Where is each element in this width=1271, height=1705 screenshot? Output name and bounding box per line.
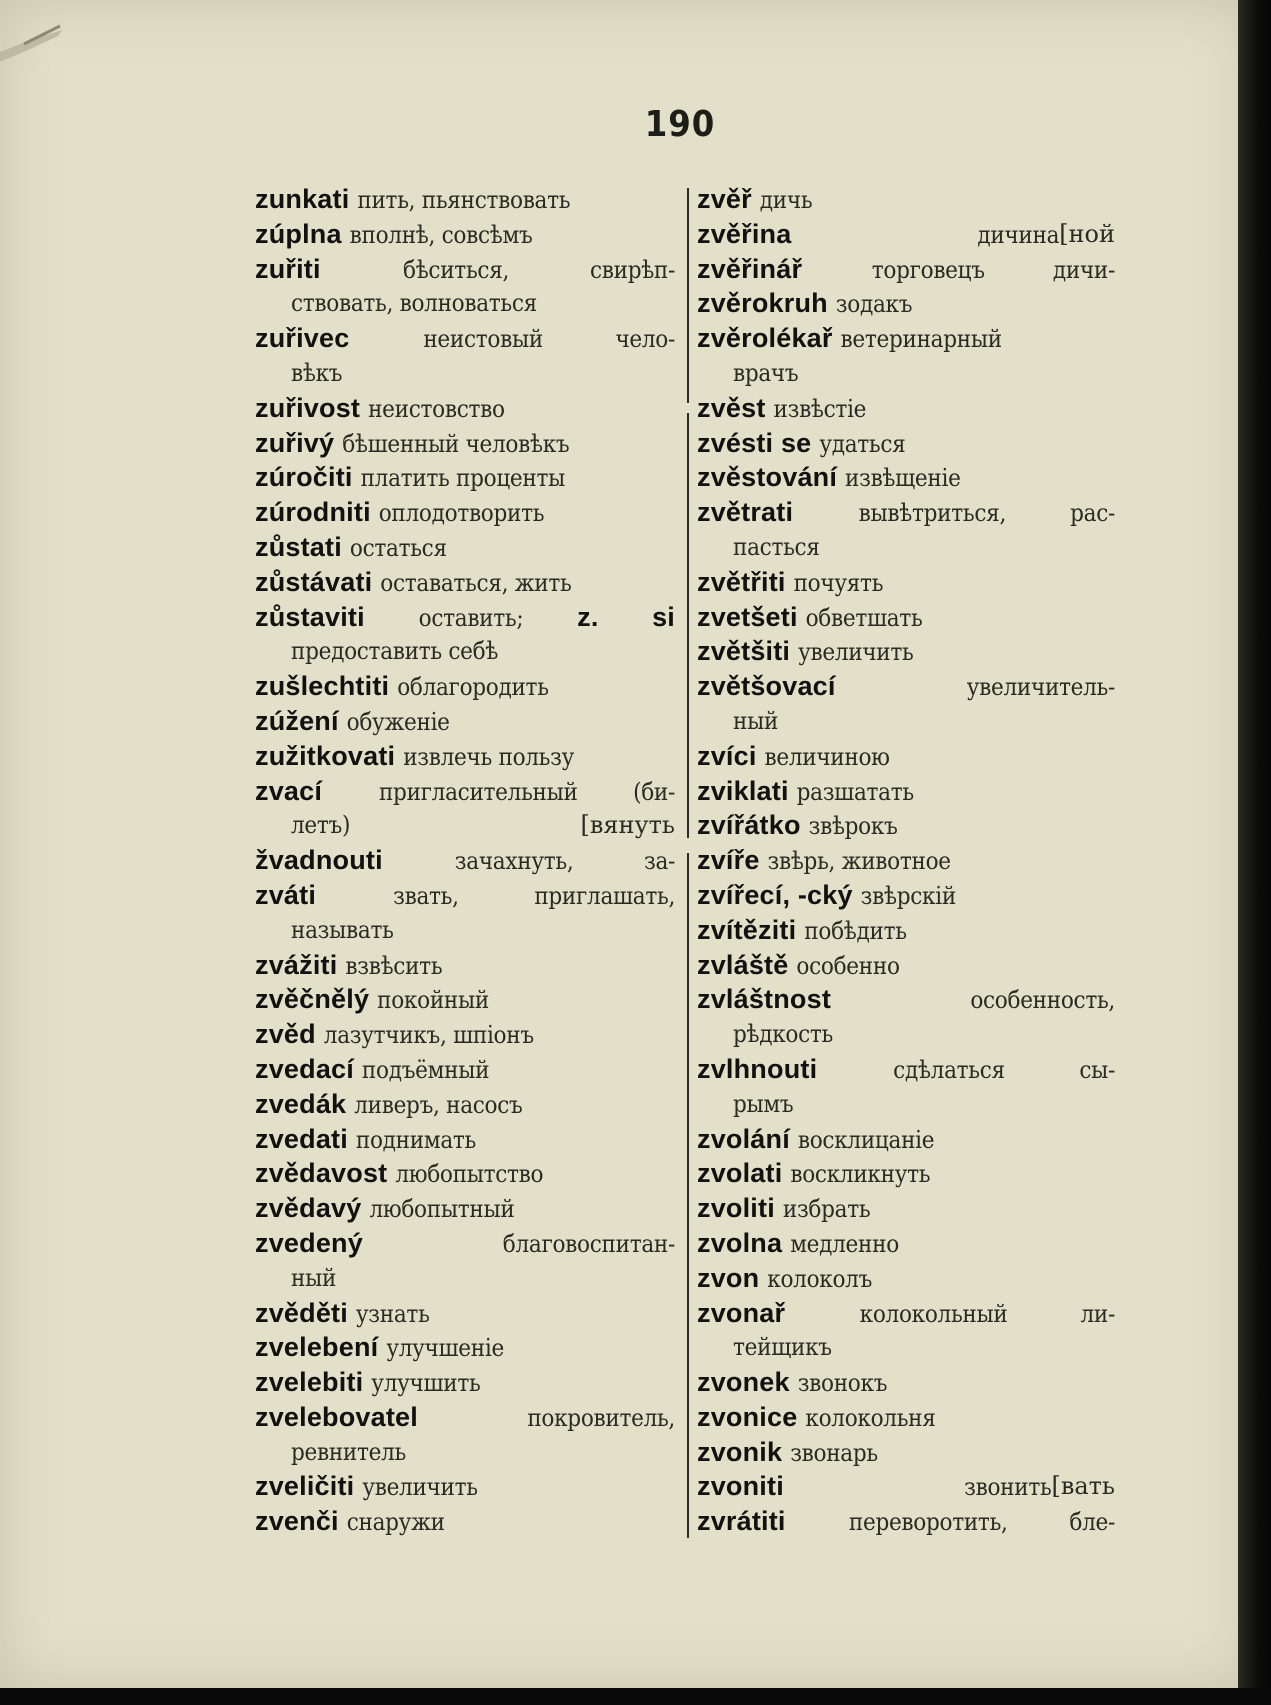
entry-translation: ревнитель xyxy=(291,1437,407,1466)
dictionary-entry xyxy=(697,217,1115,252)
entry-headword: zůstati xyxy=(255,531,342,562)
entry-translation: улучшеніе xyxy=(386,1334,504,1363)
entry-translation: звѣрскій xyxy=(860,881,956,910)
entry-translation: колокольня xyxy=(805,1403,936,1432)
dictionary-entry xyxy=(697,600,1115,635)
entry-headword: zvěř xyxy=(697,184,752,214)
entry-translation: называть xyxy=(291,915,394,944)
entry-translation: ный xyxy=(733,706,779,735)
dictionary-entry xyxy=(697,391,1115,426)
entry-headword: zvolna xyxy=(697,1227,783,1258)
entry-headword: zvedati xyxy=(255,1123,348,1154)
page-number: 190 xyxy=(644,104,716,145)
dictionary-entry xyxy=(697,1504,1115,1539)
dictionary-entry xyxy=(697,321,1115,356)
entry-subheadword: z. si xyxy=(577,601,675,632)
entry-headword: zúplna xyxy=(255,218,342,249)
entry-headword: zvolání xyxy=(697,1123,790,1154)
dictionary-entry xyxy=(255,217,675,252)
entry-translation: особенность, xyxy=(970,986,1115,1015)
entry-headword: zvědavost xyxy=(255,1158,388,1189)
entry-headword: zuřivý xyxy=(255,427,335,458)
entry-translation: зачахнуть, за- xyxy=(454,847,675,876)
entry-translation: лазутчикъ, шпіонъ xyxy=(323,1021,534,1050)
entry-headword: zvelebovatel xyxy=(255,1401,418,1432)
entry-translation: избрать xyxy=(782,1195,871,1224)
entry-translation: вполнѣ, совсѣмъ xyxy=(349,220,533,249)
dictionary-entry xyxy=(697,948,1115,983)
right-column xyxy=(697,182,1115,1539)
entry-headword: zúrodniti xyxy=(255,497,371,528)
dictionary-entry xyxy=(697,1226,1115,1261)
dictionary-entry xyxy=(697,634,1115,669)
dictionary-entry xyxy=(697,1296,1115,1331)
dictionary-entry xyxy=(697,913,1115,948)
entry-translation: снаружи xyxy=(346,1508,445,1537)
entry-translation: платить проценты xyxy=(360,464,566,493)
entry-headword: zvířecí, -cký xyxy=(697,879,853,910)
entry-headword: zvěstování xyxy=(697,462,838,493)
entry-tail-fragment: [ной xyxy=(1059,219,1115,248)
entry-headword: zúročiti xyxy=(255,462,353,493)
entry-translation: извлечь пользу xyxy=(403,742,575,771)
entry-translation: удаться xyxy=(819,429,906,458)
book-spine-edge xyxy=(1238,0,1271,1705)
entry-headword: zvonař xyxy=(697,1297,786,1328)
entry-headword: zvěd xyxy=(255,1019,316,1050)
entry-translation: сдѣлаться сы- xyxy=(893,1055,1115,1084)
entry-headword: zuřiti xyxy=(255,253,321,284)
entry-translation: звѣрь, животное xyxy=(767,847,951,876)
column-divider xyxy=(687,188,689,1538)
entry-headword: zvěrolékař xyxy=(697,323,833,354)
dictionary-entry xyxy=(255,252,675,287)
entry-translation: облагородить xyxy=(397,673,549,702)
dictionary-entry xyxy=(697,1052,1115,1087)
dictionary-entry xyxy=(697,565,1115,600)
entry-continuation-line xyxy=(255,1261,675,1296)
entry-headword: zváti xyxy=(255,879,317,910)
dictionary-entry xyxy=(255,1296,675,1331)
entry-continuation-line xyxy=(255,1435,675,1470)
entry-translation: увеличить xyxy=(362,1473,478,1502)
entry-translation: поднимать xyxy=(355,1125,477,1154)
dictionary-entry xyxy=(255,669,675,704)
entry-headword: zúžení xyxy=(255,705,339,736)
dictionary-entry xyxy=(255,878,675,913)
entry-headword: zvelebiti xyxy=(255,1367,364,1398)
entry-headword: zvonik xyxy=(697,1436,783,1467)
dictionary-entry xyxy=(697,878,1115,913)
dictionary-entry xyxy=(255,774,675,809)
dictionary-entry xyxy=(697,843,1115,878)
dictionary-entry xyxy=(697,808,1115,843)
entry-translation: остаться xyxy=(349,533,447,562)
page-bottom-edge xyxy=(0,1688,1271,1705)
entry-continuation-line xyxy=(697,1330,1115,1365)
entry-translation: узнать xyxy=(355,1299,430,1328)
entry-translation: звонарь xyxy=(790,1438,878,1467)
dictionary-entry xyxy=(255,739,675,774)
entry-translation: ветеринарный xyxy=(840,325,1002,354)
entry-translation: пригласительный (би- xyxy=(378,777,675,806)
entry-headword: zuřivost xyxy=(255,392,361,423)
entry-translation: дичь xyxy=(759,186,813,214)
entry-continuation-line xyxy=(255,634,675,669)
dictionary-entry xyxy=(697,739,1115,774)
entry-headword: zvetšeti xyxy=(697,601,798,632)
dictionary-entry xyxy=(255,495,675,530)
entry-headword: zvonek xyxy=(697,1367,790,1398)
entry-translation: увеличитель- xyxy=(966,673,1115,702)
entry-translation: звонокъ xyxy=(797,1369,888,1398)
entry-translation: вѣкъ xyxy=(291,358,343,387)
dictionary-entry xyxy=(697,1469,1115,1504)
dictionary-entry xyxy=(255,948,675,983)
entry-translation: оставаться, жить xyxy=(380,568,572,597)
entry-translation: бѣшенный человѣкъ xyxy=(342,429,570,458)
entry-translation: почуять xyxy=(793,568,884,597)
dictionary-entry xyxy=(697,1156,1115,1191)
entry-translation: звать, приглашать, xyxy=(393,881,676,910)
dictionary-entry xyxy=(255,426,675,461)
entry-translation: обуженіе xyxy=(346,707,450,736)
entry-translation: врачъ xyxy=(733,358,799,387)
entry-translation: побѣдить xyxy=(804,916,907,945)
entry-headword: zvlhnouti xyxy=(697,1053,818,1084)
entry-headword: zunkati xyxy=(255,184,350,214)
entry-translation: величиною xyxy=(764,742,890,771)
entry-headword: zvláště xyxy=(697,949,789,980)
dictionary-entry xyxy=(697,426,1115,461)
dictionary-entry xyxy=(255,982,675,1017)
entry-tail-fragment: [вянуть xyxy=(580,811,675,840)
entry-translation: торговецъ дичи- xyxy=(871,255,1115,284)
dictionary-entry xyxy=(697,182,1115,217)
entry-headword: zvedák xyxy=(255,1088,347,1119)
entry-translation: восклицаніе xyxy=(797,1125,935,1154)
entry-headword: zvětšovací xyxy=(697,671,836,702)
entry-translation: пасться xyxy=(733,532,820,561)
dictionary-entry xyxy=(697,1122,1115,1157)
entry-headword: zvítěziti xyxy=(697,914,797,945)
entry-headword: zvoliti xyxy=(697,1193,775,1224)
entry-translation: бѣситься, свирѣп- xyxy=(403,255,676,284)
entry-headword: žvadnouti xyxy=(255,845,383,876)
dictionary-entry xyxy=(255,321,675,356)
entry-headword: zviklati xyxy=(697,775,789,806)
entry-translation: пить, пьянствовать xyxy=(357,186,571,214)
entry-translation: ливеръ, насосъ xyxy=(354,1090,523,1119)
dictionary-entry xyxy=(255,565,675,600)
entry-headword: zvedený xyxy=(255,1227,363,1258)
entry-headword: zvětšiti xyxy=(697,636,791,667)
dictionary-entry xyxy=(255,1017,675,1052)
dictionary-entry xyxy=(255,391,675,426)
entry-headword: zvonice xyxy=(697,1401,798,1432)
dictionary-entry xyxy=(255,843,675,878)
entry-translation: переворотить, бле- xyxy=(848,1508,1115,1537)
dictionary-entry xyxy=(255,1226,675,1261)
dictionary-entry xyxy=(255,704,675,739)
entry-translation: неистовство xyxy=(368,394,505,423)
entry-headword: zvěřinář xyxy=(697,253,803,284)
dictionary-entry xyxy=(697,669,1115,704)
entry-headword: zvětrati xyxy=(697,497,794,528)
entry-continuation-line xyxy=(255,356,675,391)
entry-continuation-line xyxy=(697,356,1115,391)
page-corner-mark xyxy=(0,0,80,70)
dictionary-entry xyxy=(697,495,1115,530)
dictionary-entry xyxy=(255,1087,675,1122)
entry-translation: воскликнуть xyxy=(790,1160,931,1189)
entry-headword: zvláštnost xyxy=(697,984,832,1015)
dictionary-entry xyxy=(697,982,1115,1017)
dictionary-entry xyxy=(255,1122,675,1157)
entry-translation: взвѣсить xyxy=(345,951,443,980)
dictionary-entry xyxy=(697,460,1115,495)
dictionary-entry xyxy=(255,460,675,495)
entry-translation: улучшить xyxy=(371,1369,481,1398)
entry-translation: дичина xyxy=(977,220,1060,249)
entry-translation: рѣдкость xyxy=(733,1020,834,1049)
entry-headword: zvěčnělý xyxy=(255,984,370,1015)
entry-headword: zvelebení xyxy=(255,1332,379,1363)
entry-headword: zvěřina xyxy=(697,218,792,249)
entry-headword: zvésti se xyxy=(697,427,812,458)
entry-translation: медленно xyxy=(790,1229,899,1258)
entry-translation: предоставить себѣ xyxy=(291,637,499,666)
entry-translation: извѣстіе xyxy=(773,394,867,423)
entry-headword: zvolati xyxy=(697,1158,783,1189)
entry-translation: неистовый чело- xyxy=(423,325,675,354)
dictionary-entry xyxy=(697,286,1115,321)
dictionary-entry xyxy=(697,774,1115,809)
dictionary-entry xyxy=(697,1261,1115,1296)
dictionary-entry xyxy=(255,1156,675,1191)
entry-headword: zůstaviti xyxy=(255,601,365,632)
dictionary-entry xyxy=(255,1365,675,1400)
entry-continuation-line xyxy=(255,286,675,321)
entry-translation: колоколъ xyxy=(767,1264,873,1293)
entry-translation: рымъ xyxy=(733,1089,794,1118)
entry-translation: ный xyxy=(291,1263,337,1292)
entry-headword: zvěst xyxy=(697,392,766,423)
entry-translation: оплодотворить xyxy=(378,499,545,528)
entry-translation: обветшать xyxy=(805,603,923,632)
dictionary-entry xyxy=(255,600,675,635)
entry-headword: zvací xyxy=(255,775,323,806)
entry-continuation-line xyxy=(255,808,675,843)
dictionary-entry xyxy=(255,1400,675,1435)
entry-headword: zvířátko xyxy=(697,810,801,841)
entry-headword: zveličiti xyxy=(255,1471,355,1502)
entry-headword: zušlechtiti xyxy=(255,671,390,702)
dictionary-entry xyxy=(255,182,675,217)
entry-headword: zvenči xyxy=(255,1506,339,1537)
entry-headword: zvon xyxy=(697,1262,760,1293)
dictionary-entry xyxy=(697,1435,1115,1470)
entry-headword: zvědavý xyxy=(255,1193,362,1224)
dictionary-entry xyxy=(255,530,675,565)
dictionary-entry xyxy=(255,1330,675,1365)
entry-translation: звонить xyxy=(964,1473,1052,1502)
entry-translation: вывѣтриться, рас- xyxy=(858,499,1115,528)
entry-continuation-line xyxy=(697,704,1115,739)
dictionary-entry xyxy=(697,1400,1115,1435)
entry-headword: zvrátiti xyxy=(697,1506,786,1537)
entry-translation: ствовать, волноваться xyxy=(291,289,537,318)
dictionary-entry xyxy=(255,1504,675,1539)
entry-translation: колокольный ли- xyxy=(859,1299,1116,1328)
dictionary-entry xyxy=(697,252,1115,287)
entry-translation: любопытный xyxy=(369,1195,515,1224)
dictionary-entry xyxy=(697,1365,1115,1400)
dictionary-entry xyxy=(255,1469,675,1504)
entry-headword: zvětřiti xyxy=(697,566,786,597)
entry-translation: покойный xyxy=(377,986,489,1015)
dictionary-entry xyxy=(255,1052,675,1087)
entry-headword: zvedací xyxy=(255,1053,354,1084)
entry-translation: подъёмный xyxy=(361,1055,490,1084)
entry-translation: зодакъ xyxy=(835,290,913,319)
entry-continuation-line xyxy=(697,1017,1115,1052)
entry-headword: zvěrokruh xyxy=(697,288,828,319)
entry-translation: летъ) xyxy=(291,811,351,840)
entry-headword: zvážiti xyxy=(255,949,338,980)
entry-translation: благовоспитан- xyxy=(502,1229,675,1258)
entry-continuation-line xyxy=(697,530,1115,565)
entry-headword: zvěděti xyxy=(255,1297,348,1328)
entry-translation: извѣщеніе xyxy=(845,464,961,493)
entry-translation: оставить; xyxy=(418,603,524,632)
entry-headword: zužitkovati xyxy=(255,740,396,771)
entry-translation: разшатать xyxy=(796,777,914,806)
entry-continuation-line xyxy=(697,1087,1115,1122)
entry-translation: особенно xyxy=(796,951,900,980)
entry-headword: zůstávati xyxy=(255,566,373,597)
entry-headword: zvíci xyxy=(697,740,757,771)
entry-tail-fragment: [вать xyxy=(1051,1472,1115,1501)
entry-headword: zvoniti xyxy=(697,1471,784,1502)
dictionary-entry xyxy=(255,1191,675,1226)
entry-translation: покровитель, xyxy=(527,1403,675,1432)
left-column xyxy=(255,182,675,1539)
entry-translation: тейщикъ xyxy=(733,1333,832,1362)
entry-translation: увеличить xyxy=(798,638,914,667)
entry-continuation-line xyxy=(255,913,675,948)
entry-headword: zuřivec xyxy=(255,323,350,354)
entry-translation: звѣрокъ xyxy=(808,812,898,841)
entry-translation: любопытство xyxy=(395,1160,544,1189)
entry-headword: zvíře xyxy=(697,845,760,876)
dictionary-entry xyxy=(697,1191,1115,1226)
